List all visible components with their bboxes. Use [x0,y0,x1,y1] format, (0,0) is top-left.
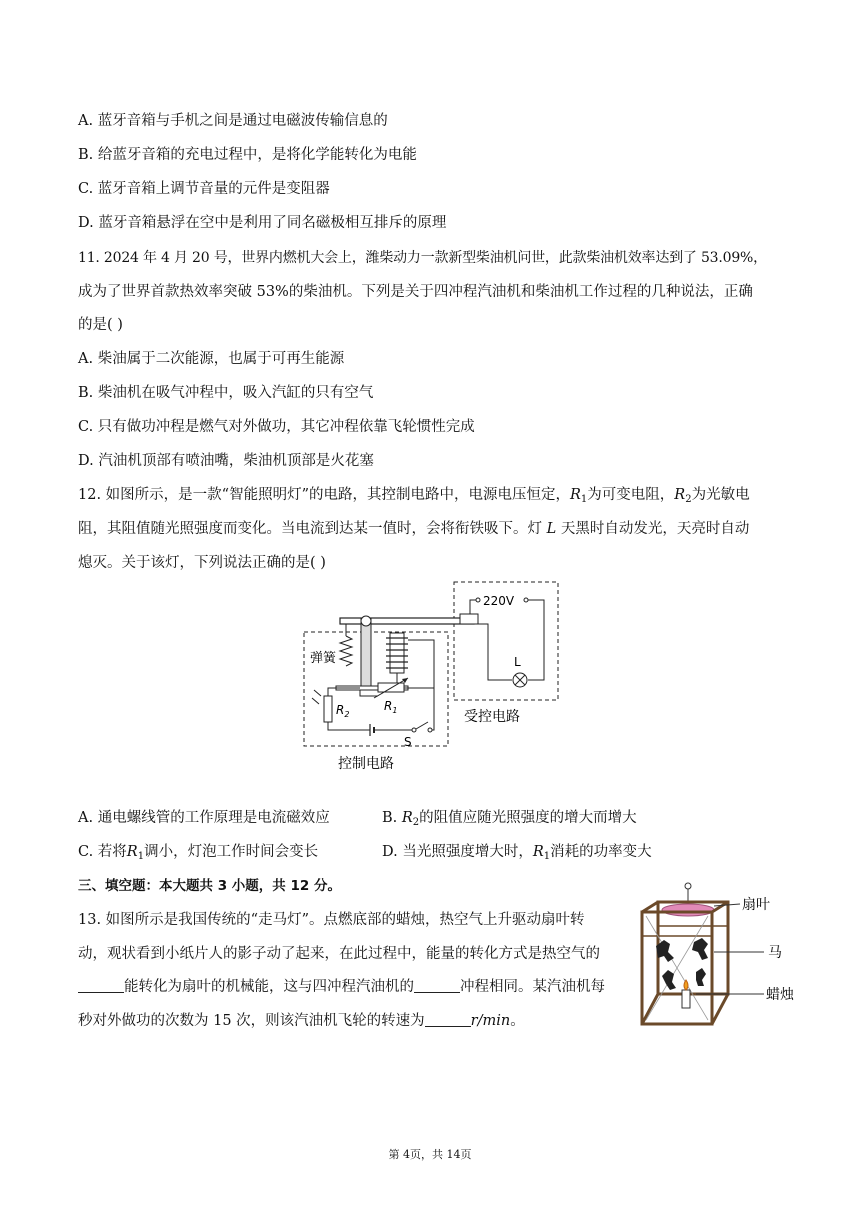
q12-stem-line2 [78,519,749,539]
relay-circuit-figure [300,578,562,778]
q12-option-b: B. $R_2$的阻值应随光照强度的增大而增大 [382,810,637,828]
q12-option-c: C. 若将$R_1$调小，灯泡工作时间会变长 [78,844,319,862]
circuit-switch-label: S [404,735,412,749]
q13-stem-line2: 动，观状看到小纸片人的影子动了起来，在此过程中，能量的转化方式是热空气的 [78,946,600,962]
q12-l2b: 天黑时自动发光，天亮时自动 [556,521,750,537]
controlled-circuit-caption: 受控电路 [464,709,520,725]
q11-option-b: B. 柴油机在吸气冲程中，吸入汽缸的只有空气 [78,385,374,401]
lantern-horse-label: 马 [768,945,782,961]
lantern-candle-label: 蜡烛 [766,987,794,1003]
q13-stem-line1: 13. 如图所示是我国传统的“走马灯”。点燃底部的蜡烛，热空气上升驱动扇叶转 [78,912,585,928]
section-heading: 三、填空题：本大题共 3 小题，共 12 分。 [78,878,341,894]
q12-option-d: D. 当光照强度增大时，$R_1$消耗的功率变大 [382,844,652,862]
page-footer: 第 4页，共 14页 [388,1148,472,1161]
circuit-spring-label: 弹簧 [310,651,337,666]
q12-l1a: 12. 如图所示，是一款“智能照明灯”的电路，其控制电路中，电源电压恒定， [78,487,570,503]
r1-symbol: $R_1$ [570,487,588,505]
r2-symbol: $R_2$ [674,487,692,505]
answer-blank-2[interactable] [414,978,460,993]
q11-option-a: A. 柴油属于二次能源，也属于可再生能源 [78,351,345,367]
q11-option-c: C. 只有做功冲程是燃气对外做功，其它冲程依靠飞轮惯性完成 [78,419,475,435]
answer-blank-1[interactable] [78,978,124,993]
q12-l2a: 阻，其阻值随光照强度而变化。当电流到达某一值时，会将衔铁吸下。灯 [78,521,547,537]
control-circuit-caption: 控制电路 [338,756,394,772]
q12-option-a: A. 通电螺线管的工作原理是电流磁效应 [78,810,330,826]
q13-stem-line3: 能转化为扇叶的机械能，这与四冲程汽油机的 冲程相同。某汽油机每 [78,977,605,997]
lamp-symbol: L [546,521,557,537]
q12-l1b: 为可变电阻， [587,487,675,503]
lantern-figure [636,876,816,1028]
q10-option-c: C. 蓝牙音箱上调节音量的元件是变阻器 [78,181,330,197]
circuit-lamp-label: L [514,655,521,669]
q13-stem-line4: 秒对外做功的次数为 15 次，则该汽油机飞轮的转速为 r/min。 [78,1013,525,1029]
answer-blank-3[interactable] [425,1012,471,1027]
q10-option-d: D. 蓝牙音箱悬浮在空中是利用了同名磁极相互排斥的原理 [78,215,447,231]
q12-stem-line1 [78,485,750,510]
q11-option-d: D. 汽油机顶部有喷油嘴，柴油机顶部是火花塞 [78,453,374,469]
circuit-r2-label: $R_2$ [336,703,350,719]
q10-option-a: A. 蓝牙音箱与手机之间是通过电磁波传输信息的 [78,113,388,129]
q10-option-b: B. 给蓝牙音箱的充电过程中，是将化学能转化为电能 [78,147,417,163]
circuit-r1-label: $R_1$ [384,699,398,715]
q11-stem-line1: 11. 2024 年 4 月 20 号，世界内燃机大会上，潍柴动力一款新型柴油机问世，此款柴油机效率达到了 53.09%， [78,250,767,266]
rpm-unit: r/min [470,1013,511,1029]
q12-l1c: 为光敏电 [691,487,750,503]
lantern-fan-label: 扇叶 [742,897,770,913]
q11-stem-line2: 成为了世界首款热效率突破 53%的柴油机。下列是关于四冲程汽油机和柴油机工作过程的几种说法，正确 [78,284,753,300]
q12-stem-line3: 熄灭。关于该灯，下列说法正确的是( ) [78,555,326,571]
q11-stem-line3: 的是( ) [78,317,123,333]
circuit-voltage-label: 220V [483,594,515,608]
